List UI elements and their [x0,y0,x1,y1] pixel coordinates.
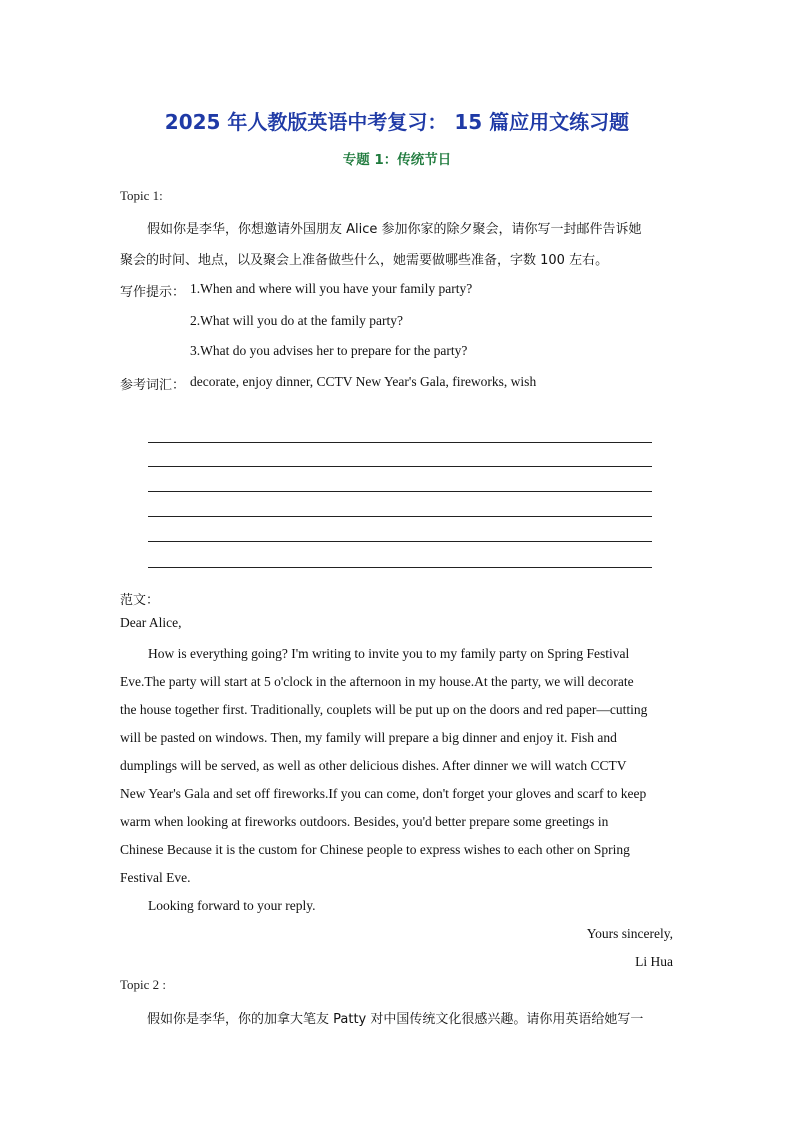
letter-signature: Li Hua [635,954,673,969]
letter-line: Chinese Because it is the custom for Chinese people to express wishes to each other on Spring [120,842,630,857]
answer-line[interactable] [148,567,652,568]
answer-line[interactable] [148,491,652,492]
letter-line: Eve.The party will start at 5 o'clock in the afternoon in my house.At the party, we will decorate [120,674,634,689]
hint-2: 2.What will you do at the family party? [190,313,403,328]
hint-1: 1.When and where will you have your family party? [190,281,473,296]
letter-line: How is everything going? I'm writing to invite you to my family party on Spring Festival [148,646,630,661]
hints-label: 写作提示： [120,285,186,300]
letter-line: dumplings will be served, as well as other delicious dishes. After dinner we will watch CCTV [120,758,627,773]
vocab-label: 参考词汇： [120,378,186,393]
topic-1-prompt-line-1: 假如你是李华，你想邀请外国朋友 Alice 参加你家的除夕聚会，请你写一封邮件告诉她 [147,222,642,237]
letter-line: will be pasted on windows. Then, my family will prepare a big dinner and enjoy it. Fish and [120,730,617,745]
letter-closing-line: Looking forward to your reply. [148,898,316,913]
answer-line[interactable] [148,466,652,467]
answer-line[interactable] [148,442,652,443]
answer-line[interactable] [148,541,652,542]
hint-3: 3.What do you advises her to prepare for the party? [190,343,468,358]
answer-line[interactable] [148,516,652,517]
sample-label: 范文： [120,593,160,608]
topic-2-label: Topic 2 : [120,977,167,992]
letter-line: warm when looking at fireworks outdoors. Besides, you'd better prepare some greetings in [120,814,609,829]
section-subtitle: 专题 1：传统节日 [342,152,452,168]
letter-line: the house together first. Traditionally, couplets will be put up on the doors and red paper—cutting [120,702,648,717]
letter-sign-off: Yours sincerely, [586,926,673,941]
letter-line: Festival Eve. [120,870,191,885]
topic-1-prompt-line-2: 聚会的时间、地点，以及聚会上准备做些什么，她需要做哪些准备，字数 100 左右。 [120,253,609,268]
topic-2-prompt-line-1: 假如你是李华，你的加拿大笔友 Patty 对中国传统文化很感兴趣。请你用英语给她写一 [147,1012,644,1027]
topic-1-label: Topic 1: [120,188,163,203]
letter-greeting: Dear Alice, [120,615,182,630]
vocab-list: decorate, enjoy dinner, CCTV New Year's Gala, fireworks, wish [190,374,537,389]
letter-line: New Year's Gala and set off fireworks.If you can come, don't forget your gloves and scarf to keep [120,786,647,801]
page-title: 2025 年人教版英语中考复习： 15 篇应用文练习题 [164,110,630,134]
